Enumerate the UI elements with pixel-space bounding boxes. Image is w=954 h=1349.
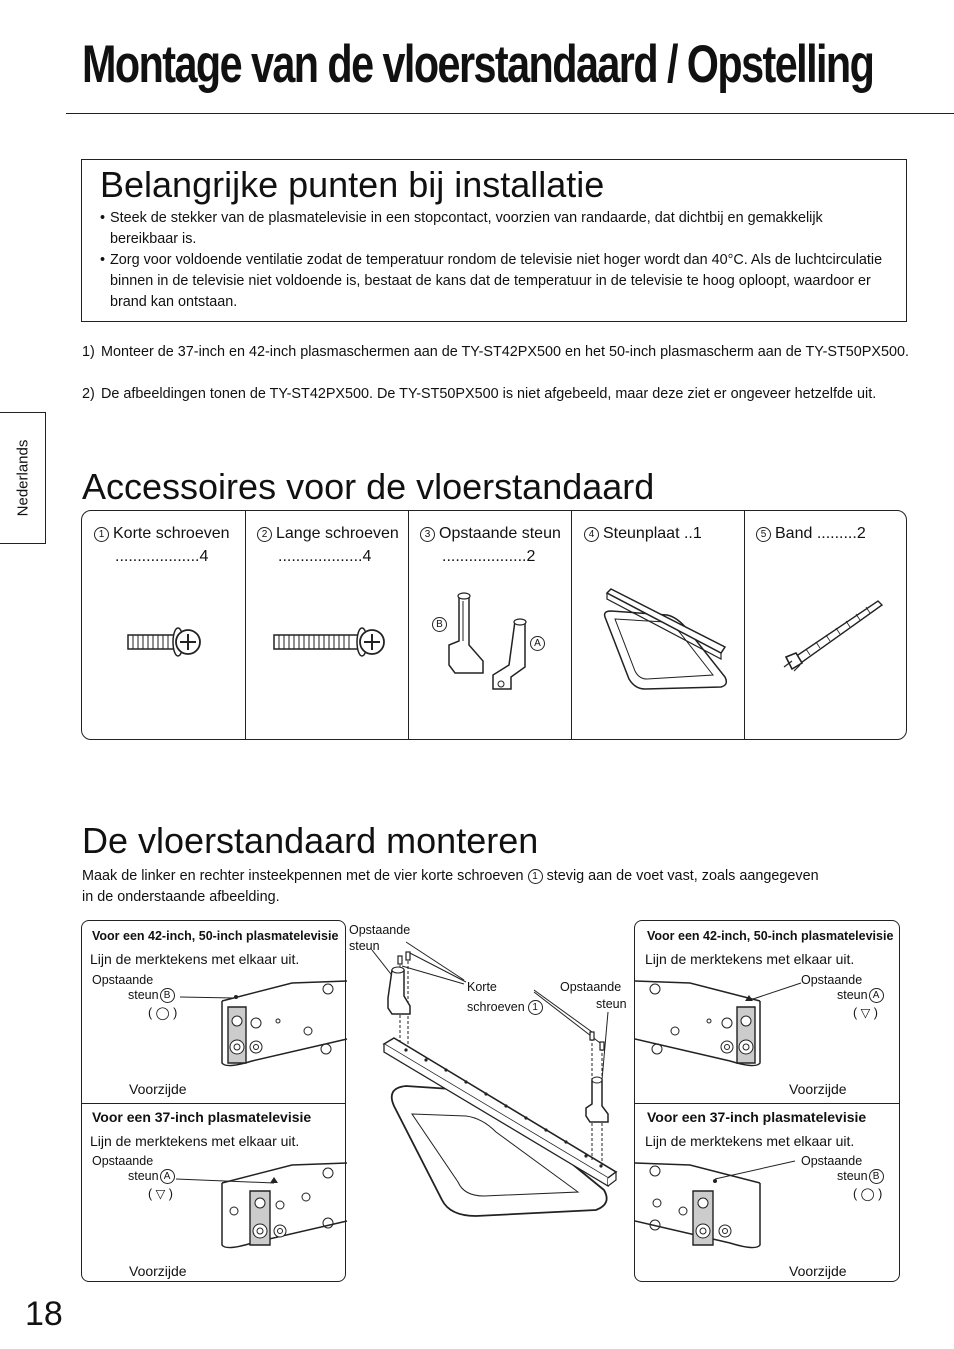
panel-title-37: Voor een 37-inch plasmatelevisie <box>647 1109 867 1125</box>
accessory-name: Steunplaat ..1 <box>603 525 702 542</box>
leader-line <box>635 921 901 1283</box>
front-label: Voorzijde <box>129 1081 187 1097</box>
important-points-box <box>81 159 907 322</box>
note-text: De afbeeldingen tonen de TY-ST42PX500. De TY-ST50PX500 is niet afgebeeld, maar deze ziet er ongeveer hetzelfde uit. <box>101 386 877 402</box>
note-item <box>82 384 912 405</box>
accessory-count: ...................4 <box>278 548 372 565</box>
bullet-item <box>100 208 890 250</box>
upright-label: Opstaande <box>349 923 411 937</box>
note-number: 2) <box>82 386 95 402</box>
accessory-label <box>420 524 561 544</box>
mark-symbol: ( ◯ ) <box>148 1006 178 1020</box>
item-number-circle: 1 <box>528 869 543 884</box>
cell-divider <box>245 511 246 739</box>
leader-line <box>82 921 347 1283</box>
important-heading: Belangrijke punten bij installatie <box>100 164 605 205</box>
upright-word: steun <box>128 1169 159 1183</box>
mark-circle: A <box>530 636 545 651</box>
cable-tie-icon <box>782 597 892 677</box>
intro-text: Maak de linker en rechter insteekpennen met de vier korte schroeven <box>82 868 524 884</box>
mark-circle: B <box>432 617 447 632</box>
mark-circle: A <box>160 1169 175 1184</box>
accessory-label <box>756 524 866 544</box>
accessory-name: Band .........2 <box>775 525 866 542</box>
upright-label: steun <box>349 939 380 953</box>
front-label: Voorzijde <box>129 1263 187 1279</box>
page-number: 18 <box>25 1295 63 1333</box>
page-title: Montage van de vloerstandaard / Opstelling <box>82 35 874 94</box>
assembly-intro <box>82 866 912 908</box>
accessory-label <box>94 524 230 544</box>
upright-label: Opstaande <box>801 1154 863 1168</box>
intro-text: stevig aan de voet vast, zoals aangegeven <box>546 868 819 884</box>
upright-label: Opstaande <box>92 1154 154 1168</box>
item-number-circle: 1 <box>94 527 109 542</box>
mark-b-label <box>432 617 451 632</box>
accessory-label <box>257 524 399 544</box>
cell-divider <box>408 511 409 739</box>
upright-word: steun <box>837 1169 868 1183</box>
upright-label: Opstaande <box>560 980 622 994</box>
accessory-name: Korte schroeven <box>113 525 230 542</box>
align-instruction: Lijn de merktekens met elkaar uit. <box>90 1133 300 1149</box>
language-tab-label: Nederlands <box>14 439 31 517</box>
note-text: Monteer de 37-inch en 42-inch plasmaschermen aan de TY-ST42PX500 en het 50-inch plasmascherm aan de TY-ST50PX500. <box>101 344 909 360</box>
left-alignment-panel <box>81 920 346 1282</box>
accessory-name: Lange schroeven <box>276 525 399 542</box>
item-number-circle: 1 <box>528 1000 543 1015</box>
align-instruction: Lijn de merktekens met elkaar uit. <box>90 951 300 967</box>
cell-divider <box>744 511 745 739</box>
upright-word: steun <box>837 988 868 1002</box>
right-alignment-panel <box>634 920 900 1282</box>
accessories-heading: Accessoires voor de vloerstandaard <box>82 466 655 507</box>
item-number-circle: 5 <box>756 527 771 542</box>
base-plate-icon <box>597 589 732 694</box>
stand-assembly-diagram <box>346 920 631 1220</box>
bullet-text: Steek de stekker van de plasmatelevisie in een stopcontact, voorzien van randaarde, dat dichtbij en gemakkelijk bereikbaar is. <box>110 210 823 247</box>
accessory-count: ...................4 <box>115 548 209 565</box>
short-screw-icon <box>126 623 206 663</box>
panel-title-42: Voor een 42-inch, 50-inch plasmatelevisie <box>92 929 339 943</box>
bullet-dot: • <box>100 210 106 226</box>
front-label: Voorzijde <box>789 1081 847 1097</box>
item-number-circle: 4 <box>584 527 599 542</box>
accessories-table <box>81 510 907 740</box>
screws-label: Korte <box>467 980 497 994</box>
align-instruction: Lijn de merktekens met elkaar uit. <box>645 1133 855 1149</box>
mark-a-label <box>530 636 549 651</box>
panel-title-42: Voor een 42-inch, 50-inch plasmatelevisie <box>647 929 894 943</box>
bullet-text: Zorg voor voldoende ventilatie zodat de temperatuur rondom de televisie niet hoger wordt dan 40°C. Als de luchtcirculatie binnen in de televisie niet voldoende is, bestaat de kans dat de temperatuur in de televisie te hoog oploopt, waardoor er brand kan ontstaan. <box>110 252 883 310</box>
item-number-circle: 3 <box>420 527 435 542</box>
intro-line-1 <box>82 866 912 887</box>
accessory-name: Opstaande steun <box>439 525 561 542</box>
panel-title-37: Voor een 37-inch plasmatelevisie <box>92 1109 312 1125</box>
note-item <box>82 342 912 363</box>
mark-circle: B <box>869 1169 884 1184</box>
item-number-circle: 2 <box>257 527 272 542</box>
align-instruction: Lijn de merktekens met elkaar uit. <box>645 951 855 967</box>
upright-label: Opstaande <box>801 973 863 987</box>
assembly-heading: De vloerstandaard monteren <box>82 820 539 861</box>
front-label: Voorzijde <box>789 1263 847 1279</box>
mark-symbol: ( ◯ ) <box>853 1187 883 1201</box>
mark-symbol: ( ▽ ) <box>148 1187 173 1201</box>
mark-circle: A <box>869 988 884 1003</box>
mark-symbol: ( ▽ ) <box>853 1006 878 1020</box>
mark-circle: B <box>160 988 175 1003</box>
bullet-item <box>100 250 890 313</box>
note-number: 1) <box>82 344 95 360</box>
upright-label: steun <box>596 997 627 1011</box>
accessory-label <box>584 524 702 544</box>
screws-word: schroeven <box>467 1000 525 1014</box>
bullet-dot: • <box>100 252 106 268</box>
intro-line-2: in de onderstaande afbeelding. <box>82 889 280 905</box>
upright-label: Opstaande <box>92 973 154 987</box>
upright-word: steun <box>128 988 159 1002</box>
accessory-count: ...................2 <box>442 548 536 565</box>
long-screw-icon <box>272 623 392 663</box>
language-tab <box>0 412 46 544</box>
cell-divider <box>571 511 572 739</box>
title-rule <box>66 113 954 114</box>
